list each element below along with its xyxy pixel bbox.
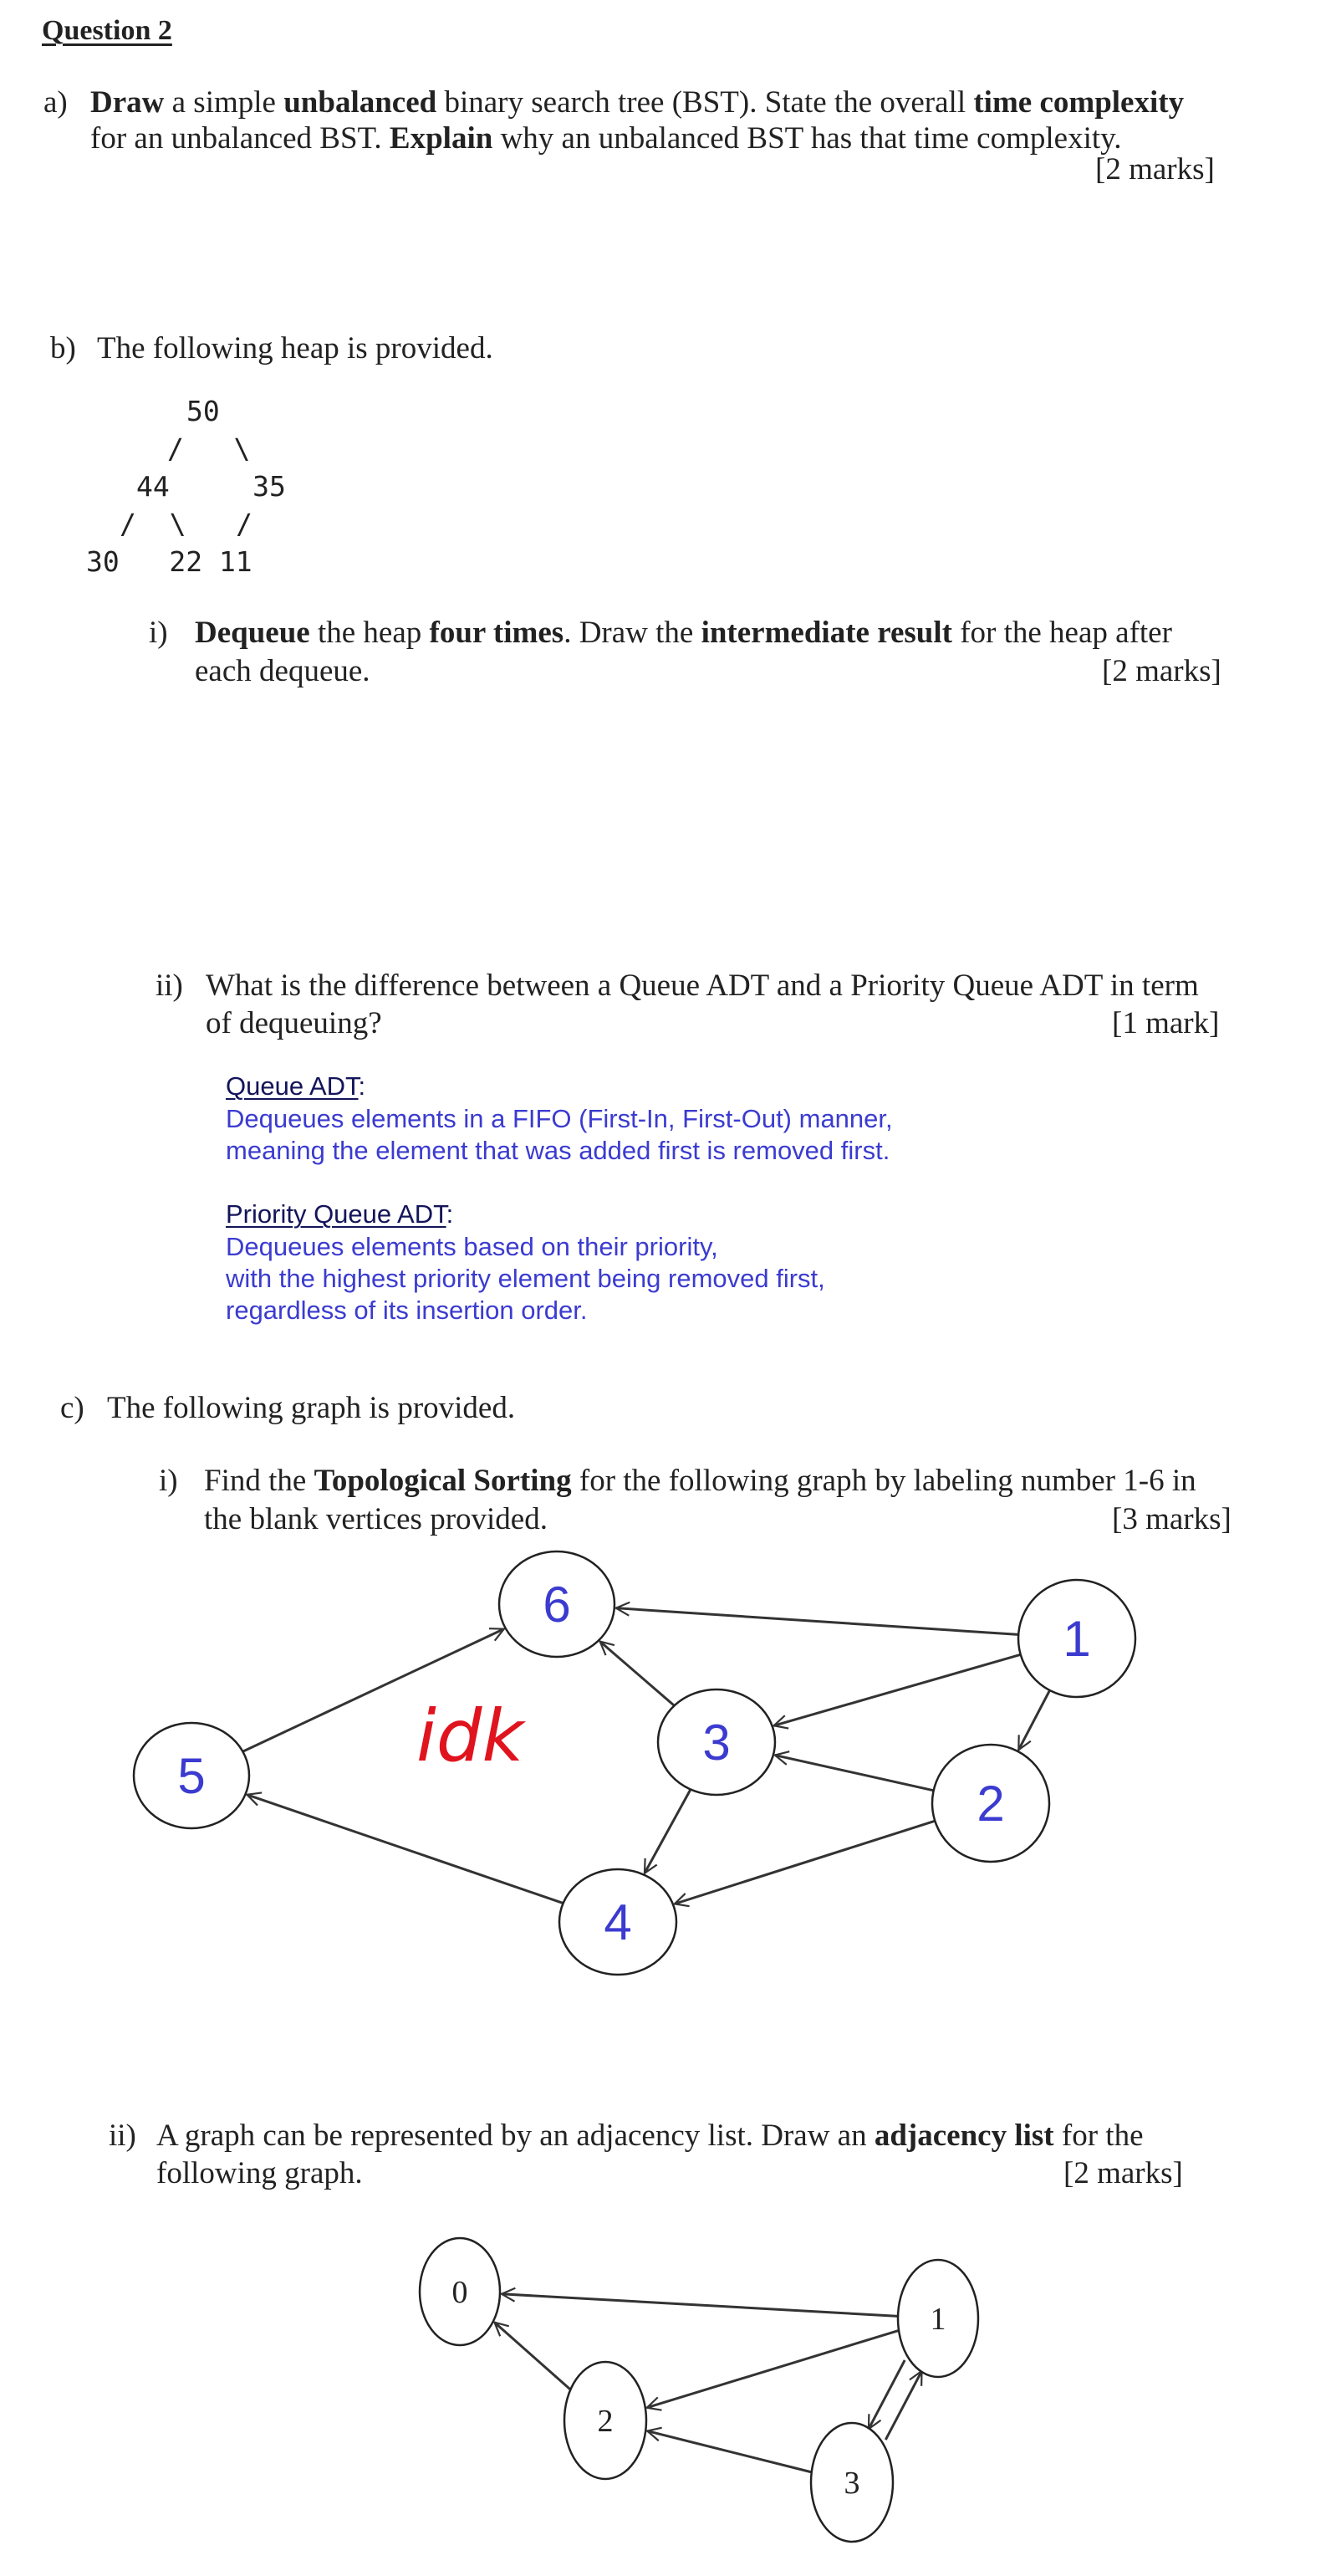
part-b-i-marks: [2 marks]: [1102, 654, 1221, 688]
part-b-ii-line1: What is the difference between a Queue ADT and a Priority Queue ADT in term: [206, 969, 1199, 1003]
answer-queue-colon: :: [358, 1071, 366, 1101]
vertex-3: [811, 2423, 893, 2542]
vertex-label: 3: [702, 1715, 731, 1771]
text-run: binary search tree (BST). State the overall: [436, 85, 974, 120]
bold-run: four times: [429, 616, 564, 650]
vertex-label: 3: [844, 2466, 860, 2501]
bold-run: intermediate result: [701, 616, 952, 650]
part-c-ii-line1: [156, 2120, 1144, 2151]
heap-row-branches-1: / \: [167, 432, 251, 465]
vertex-label: 1: [930, 2302, 946, 2337]
text-run: the heap: [309, 616, 430, 650]
edge-1-to-0: [502, 2294, 898, 2317]
edge-2-to-4: [675, 1821, 935, 1904]
edge-1-to-6: [616, 1608, 1018, 1635]
answer-queue-line: meaning the element that was added first is removed first.: [226, 1136, 890, 1165]
vertex-1: [898, 2260, 978, 2377]
bold-run: unbalanced: [283, 85, 437, 120]
part-b-label: b): [50, 331, 76, 365]
vertex-6: [499, 1551, 615, 1657]
text-run: why an unbalanced BST has that time complexity.: [492, 121, 1122, 156]
part-b-intro: The following heap is provided.: [97, 331, 493, 365]
vertex-label: 5: [177, 1748, 206, 1804]
answer-queue-line: Dequeues elements in a FIFO (First-In, First-Out) manner,: [226, 1104, 893, 1133]
text-run: for the: [1053, 2119, 1144, 2153]
vertex-label: 2: [977, 1776, 1005, 1832]
vertex-2: [932, 1745, 1049, 1862]
bold-run: Draw: [90, 85, 165, 120]
edge-1-to-3: [774, 1654, 1021, 1725]
part-b-i-line2: each dequeue.: [195, 654, 370, 688]
part-c-i-marks: [3 marks]: [1112, 1502, 1232, 1536]
answer-pq-colon: :: [446, 1199, 454, 1229]
vertex-0: [420, 2238, 500, 2345]
edge-1-to-2: [1018, 1690, 1049, 1750]
part-c-ii-marks: [2 marks]: [1063, 2156, 1183, 2190]
part-c-intro: The following graph is provided.: [107, 1391, 516, 1425]
part-b-i-label: i): [149, 616, 168, 650]
heap-row-root: 50: [186, 395, 220, 427]
answer-pq-line: with the highest priority element being removed first,: [226, 1264, 825, 1293]
answer-queue-heading-text: Queue ADT: [226, 1071, 359, 1101]
part-c-ii-line2: following graph.: [156, 2156, 363, 2190]
answer-pq-line: regardless of its insertion order.: [226, 1296, 588, 1325]
edge-1-to-2: [647, 2330, 899, 2407]
vertex-label: 6: [543, 1577, 571, 1633]
graph1-nodes: [134, 1551, 1135, 1975]
text-run: for the heap after: [951, 616, 1172, 650]
text-run: Find the: [204, 1464, 314, 1498]
vertex-label: 4: [604, 1894, 632, 1950]
text-run: A graph can be represented by an adjacency list. Draw an: [156, 2119, 875, 2153]
vertex-label: 2: [597, 2404, 614, 2439]
graph1-edges: [242, 1608, 1049, 1904]
bold-run: time complexity: [973, 85, 1185, 120]
vertex-2: [564, 2362, 646, 2479]
bold-run: Dequeue: [195, 616, 310, 650]
heap-row-level2: 30 22 11: [86, 545, 252, 578]
question-title: Question 2: [42, 15, 172, 46]
text-run: . Draw the: [564, 616, 701, 650]
annotation-idk: idk: [416, 1694, 524, 1778]
bold-run: Topological Sorting: [314, 1464, 572, 1498]
bold-run: adjacency list: [874, 2119, 1054, 2153]
bold-run: Explain: [389, 121, 493, 156]
text-run: a simple: [164, 85, 284, 120]
part-c-ii-label: ii): [109, 2119, 136, 2153]
text-run: for an unbalanced BST.: [90, 121, 390, 156]
vertex-5: [134, 1723, 249, 1828]
text-run: for the following graph by labeling number 1-6 in: [571, 1464, 1196, 1498]
graph2-nodes: [420, 2238, 978, 2542]
edge-3-to-2: [647, 2431, 812, 2472]
part-b-ii-marks: [1 mark]: [1112, 1006, 1220, 1040]
part-b-ii-line2: of dequeuing?: [206, 1006, 382, 1040]
vertex-label: 1: [1063, 1611, 1091, 1667]
part-c-i-label: i): [159, 1464, 178, 1498]
edge-2-to-0: [494, 2323, 570, 2389]
part-c-i-line2: the blank vertices provided.: [204, 1502, 548, 1536]
part-a-marks: [2 marks]: [1095, 152, 1215, 187]
vertex-4: [559, 1869, 676, 1975]
edge-1-to-3: [869, 2360, 905, 2429]
edge-2-to-3: [775, 1756, 934, 1791]
edge-3-to-4: [645, 1789, 691, 1873]
heap-row-level1: 44 35: [136, 470, 286, 503]
vertex-label: 0: [451, 2275, 468, 2310]
answer-pq-heading-text: Priority Queue ADT: [226, 1199, 446, 1229]
part-c-label: c): [60, 1391, 84, 1425]
vertex-1: [1018, 1580, 1135, 1697]
answer-pq-line: Dequeues elements based on their priority,: [226, 1232, 718, 1261]
edge-3-to-1: [885, 2371, 921, 2440]
vertex-3: [658, 1689, 775, 1795]
part-b-ii-label: ii): [156, 969, 183, 1003]
edge-3-to-6: [600, 1642, 675, 1706]
part-a-label: a): [43, 85, 68, 120]
heap-row-branches-2: / \ /: [120, 508, 252, 540]
edge-4-to-5: [247, 1795, 563, 1904]
